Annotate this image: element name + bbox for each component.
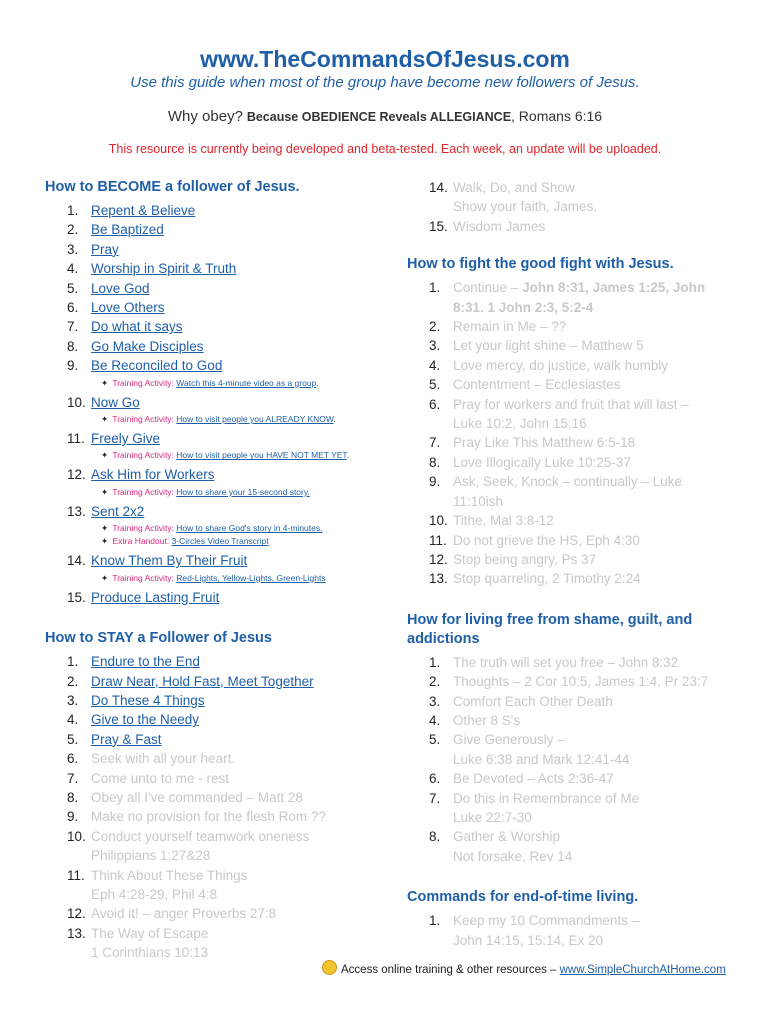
list-item: 12. Avoid it! – anger Proverbs 27:8 [67,906,277,922]
list-item: 3. Pray [67,241,119,257]
activity-link[interactable]: How to visit people you HAVE NOT MET YET [176,450,347,461]
end-time-heading: Commands for end-of-time living. [407,889,639,906]
list-item: 1. Repent & Believe [67,203,196,218]
training-activity: ✦ Training Activity: Red-Lights, Yellow-Lights, Green-Lights [101,572,326,583]
list-item: 15. Produce Lasting Fruit [67,589,220,605]
list-item: 11. Do not grieve the HS, Eph 4:30 [429,532,640,548]
list-item: 7. Do what it says [67,319,183,335]
list-item: 5. Pray & Fast [67,731,162,747]
list-item: 11. Freely Give [67,431,161,447]
list-item: 9. Make no provision for the flesh Rom ?? [67,809,326,825]
extra-handout: ✦ Extra Handout: 3-Circles Video Transcript [101,536,269,547]
activity-link[interactable]: How to share God's story in 4-minutes. [176,523,323,534]
free-list [407,653,737,866]
link-be-reconciled[interactable]: Be Reconciled to God [91,358,223,374]
list-item: 2. Be Baptized [67,222,164,238]
why-obey-line [0,108,770,125]
activity-link[interactable]: How to share your 15-second story. [176,486,310,497]
link-repent-believe[interactable]: Repent & Believe [91,203,196,218]
fight-list [407,278,737,589]
star-icon: ✦ [101,450,109,461]
free-heading: How for living free from shame, guilt, and addictions [407,611,693,647]
become-list [45,201,395,607]
stay-list [45,652,395,963]
why-bold: Because OBEDIENCE Reveals ALLEGIANCE [246,110,512,124]
list-item: 9. Be Reconciled to God [67,358,223,374]
link-love-god[interactable]: Love God [91,280,150,296]
link-now-go[interactable]: Now Go [91,394,140,410]
list-item: 10. Now Go [67,394,140,410]
list-item: 12. Ask Him for Workers [67,467,215,483]
right-top-list [407,178,737,236]
list-item: 7. Come unto to me - rest [67,770,230,786]
why-prefix: Why obey? [167,108,243,125]
footer-text: Access online training & other resources – [341,964,560,976]
list-item: 8. Go Make Disciples [67,338,204,354]
site-title: www.TheCommandsOfJesus.com [200,46,570,72]
star-icon: ✦ [101,536,109,547]
list-item: 2. Draw Near, Hold Fast, Meet Together [67,673,314,689]
left-column [45,178,395,963]
training-activity: ✦ Training Activity: How to visit people you ALREADY KNOW. [101,414,336,425]
link-be-baptized[interactable]: Be Baptized [91,222,164,238]
training-activity: ✦ Training Activity: How to visit people you HAVE NOT MET YET. [101,450,350,461]
activity-link[interactable]: How to visit people you ALREADY KNOW [176,414,334,425]
footer-link[interactable]: www.SimpleChurchAtHome.com [559,964,726,976]
list-item: 5. Give Generously – Luke 6:38 and Mark 12:41-44 [429,732,630,767]
activity-link[interactable]: Watch this 4-minute video as a group [176,377,317,388]
training-activity: ✦ Training Activity: Watch this 4-minute video as a group. [101,377,319,388]
link-love-others[interactable]: Love Others [91,300,165,316]
list-item: 4. Give to the Needy [67,712,200,728]
list-item: 5. Love God [67,280,150,296]
list-item: 2. Remain in Me – ?? [429,319,567,335]
list-item: 14. Walk, Do, and Show Show your faith, James. [429,180,598,215]
star-icon: ✦ [101,572,109,583]
list-item: 12. Stop being angry, Ps 37 [429,551,597,567]
list-item: 10. Tithe, Mal 3:8-12 [429,513,554,529]
star-icon: ✦ [101,414,109,425]
list-item: 13. Stop quarreling, 2 Timothy 2:24 [429,571,641,587]
link-ask-for-workers[interactable]: Ask Him for Workers [91,467,215,483]
right-column [407,178,737,950]
list-item: 3. Comfort Each Other Death [429,693,613,709]
list-item: 14. Know Them By Their Fruit [67,553,248,569]
list-item: 1. Endure to the End [67,654,200,670]
list-item: 1. Keep my 10 Commandments – John 14:15, 15:14, Ex 20 [429,913,640,948]
training-activity: ✦ Training Activity: How to share your 15-second story. [101,486,310,497]
list-item: 6. Love Others [67,300,165,316]
link-draw-near[interactable]: Draw Near, Hold Fast, Meet Together [91,673,314,689]
training-activity: ✦ Training Activity: How to share God's story in 4-minutes. [101,523,323,534]
beta-notice: This resource is currently being developed and beta-tested. Each week, an update will be uploaded. [108,142,662,156]
star-icon: ✦ [101,486,109,497]
link-give-needy[interactable]: Give to the Needy [91,712,200,728]
subtitle: Use this guide when most of the group have become new followers of Jesus. [130,74,640,91]
link-pray[interactable]: Pray [91,241,119,257]
list-item: 5. Contentment – Ecclesiastes [429,377,621,393]
list-item: 4. Love mercy, do justice, walk humbly [429,357,669,373]
list-item: 10. Conduct yourself teamwork oneness Philippians 1:27&28 [67,828,310,864]
link-worship[interactable]: Worship in Spirit & Truth [91,261,237,277]
activity-link[interactable]: Red-Lights, Yellow-Lights, Green-Lights [176,572,326,583]
smiley-icon [322,960,337,975]
list-item: 8. Gather & Worship Not forsake, Rev 14 [429,829,573,864]
list-item: 8. Love Illogically Luke 10:25-37 [429,454,631,470]
list-item: 13. Sent 2x2 [67,503,145,519]
link-pray-fast[interactable]: Pray & Fast [91,731,162,747]
list-item: 11. Think About These Things Eph 4:28-29, Phil 4:8 [67,867,248,902]
footer [322,960,726,976]
list-item: 4. Other 8 S's [429,712,521,728]
fight-heading: How to fight the good fight with Jesus. [407,256,674,273]
list-item: 4. Worship in Spirit & Truth [67,261,237,277]
list-item: 6. Pray for workers and fruit that will last – Luke 10:2, John 15:16 [429,396,689,432]
stay-heading: How to STAY a Follower of Jesus [45,630,272,647]
list-item: 13. The Way of Escape 1 Corinthians 10:13 [67,925,209,961]
list-item: 7. Do this in Remembrance of Me Luke 22:7-30 [429,790,640,825]
link-know-them[interactable]: Know Them By Their Fruit [91,553,248,569]
list-item: 1. Continue – John 8:31, James 1:25, John 8:31. 1 John 2:3, 5:2-4 [429,280,706,315]
link-endure[interactable]: Endure to the End [91,654,200,670]
link-do-these-4[interactable]: Do These 4 Things [91,692,205,708]
end-time-list [407,911,737,950]
list-item: 8. Obey all I've commanded – Matt 28 [67,789,303,805]
become-heading: How to BECOME a follower of Jesus. [45,179,300,195]
link-freely-give[interactable]: Freely Give [91,431,161,447]
link-sent-2x2[interactable]: Sent 2x2 [91,503,145,519]
link-produce-fruit[interactable]: Produce Lasting Fruit [91,589,220,605]
list-item: 1. The truth will set you free – John 8:32 [429,654,679,670]
star-icon: ✦ [101,377,109,388]
star-icon: ✦ [101,523,109,534]
list-item: 7. Pray Like This Matthew 6:5-18 [429,435,636,451]
list-item: 9. Ask, Seek, Knock – continually – Luke 11:10ish [429,474,682,509]
handout-link[interactable]: 3-Circles Video Transcript [171,536,269,547]
list-item: 2. Thoughts – 2 Cor 10:5, James 1:4, Pr 23:7 [429,674,709,690]
link-do-what-it-says[interactable]: Do what it says [91,319,183,335]
list-item: 15. Wisdom James [429,218,546,234]
list-item: 6. Seek with all your heart. [67,751,236,767]
list-item: 6. Be Devoted – Acts 2:36-47 [429,771,614,787]
why-suffix: , Romans 6:16 [511,108,603,124]
link-go-make-disciples[interactable]: Go Make Disciples [91,338,204,354]
list-item: 3. Let your light shine – Matthew 5 [429,338,644,354]
list-item: 3. Do These 4 Things [67,692,205,708]
